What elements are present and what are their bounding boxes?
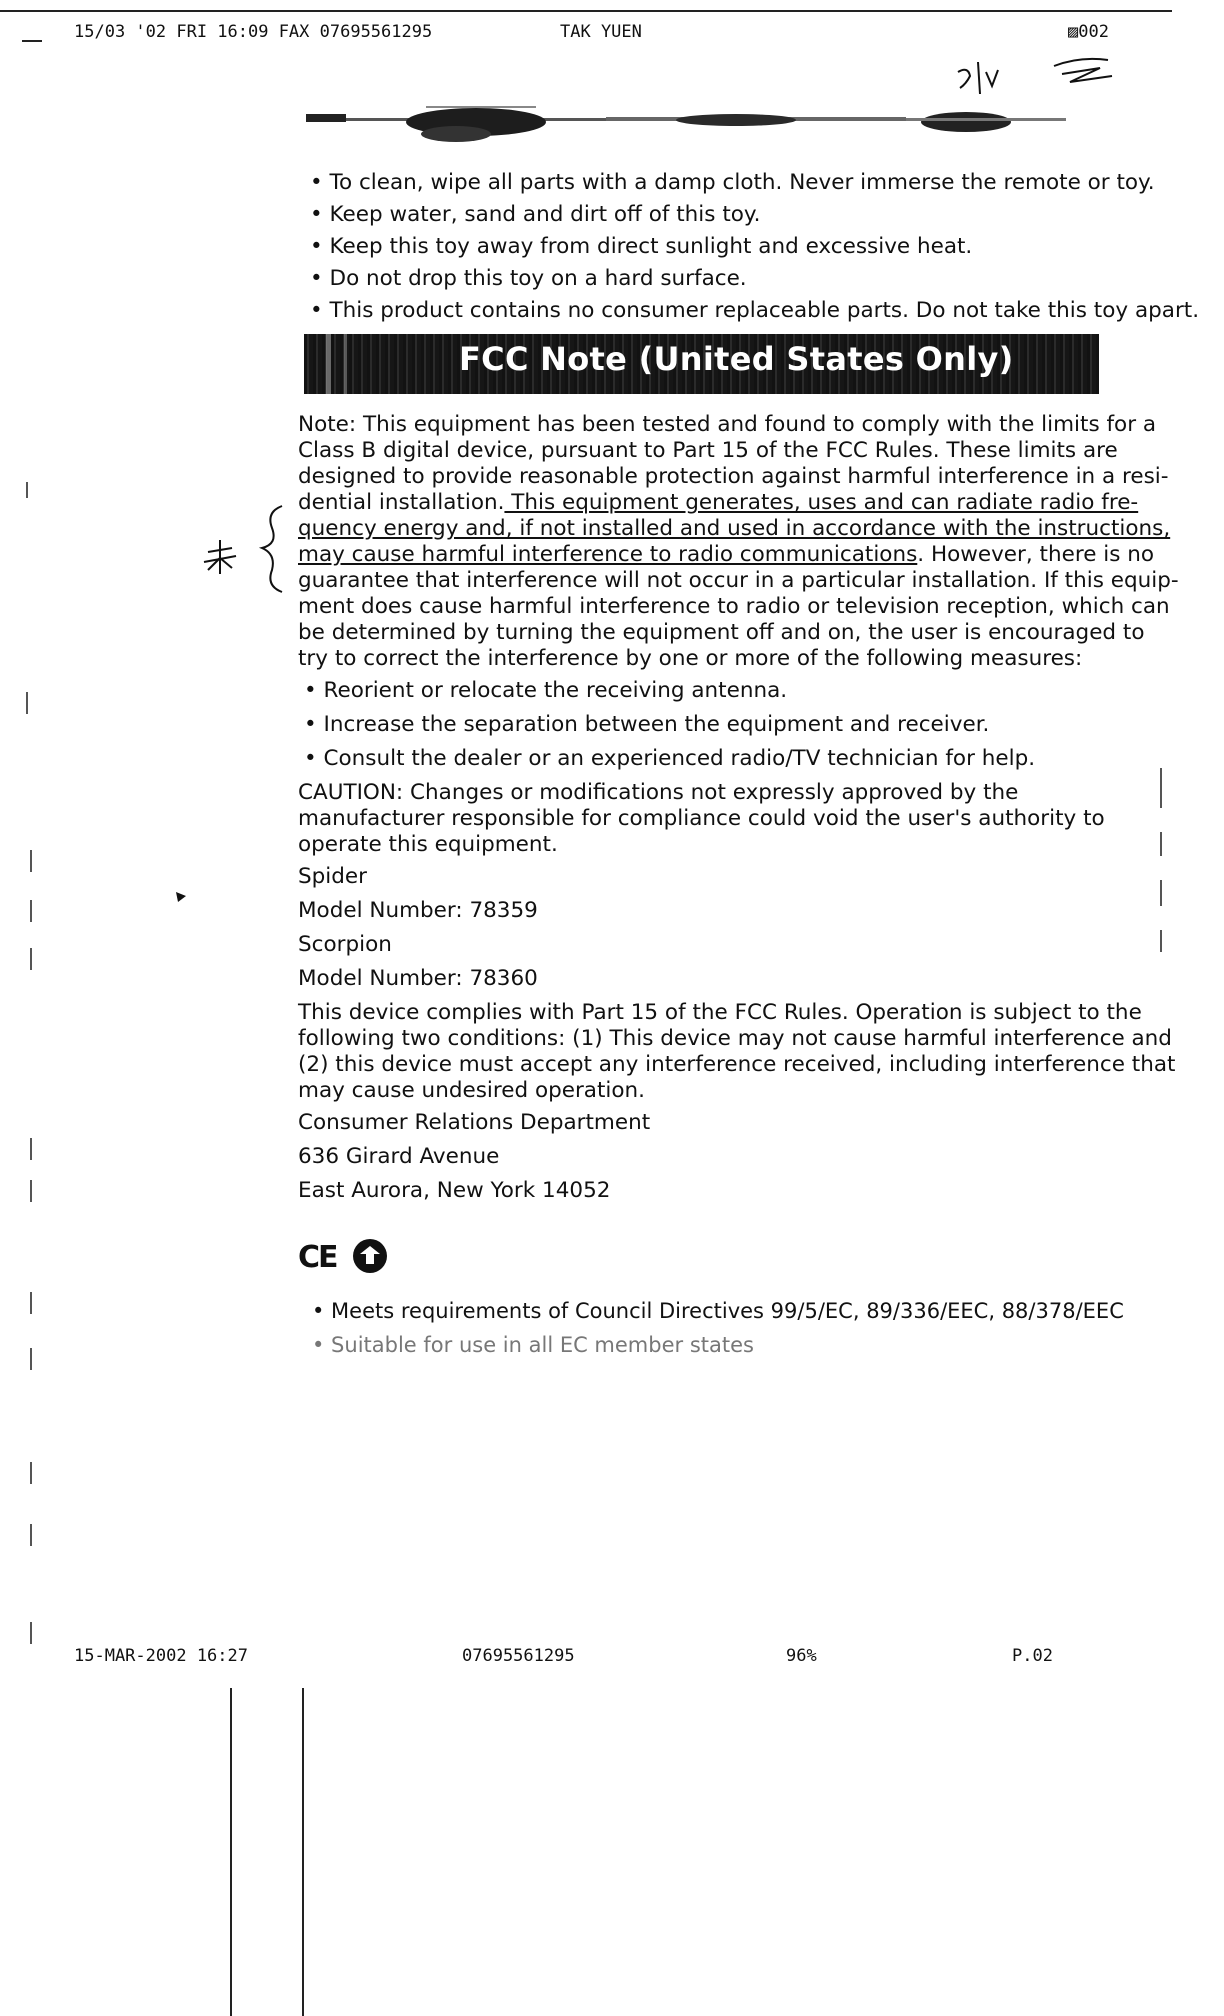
measures-list xyxy=(298,678,1104,772)
address-line: 636 Girard Avenue xyxy=(298,1144,500,1169)
text-line: designed to provide reasonable protection against harmful interference in a resi- xyxy=(298,464,1169,489)
fax-header-left: 15/03 '02 FRI 16:09 FAX 07695561295 xyxy=(74,22,433,42)
care-bullet: • Do not drop this toy on a hard surface. xyxy=(310,266,747,291)
scan-artifact xyxy=(1160,768,1162,808)
underlined-text: This equipment generates, uses and can radiate radio fre- xyxy=(504,490,1139,515)
ec-bullet: • Suitable for use in all EC member states xyxy=(312,1333,754,1357)
banner-decoration xyxy=(344,334,347,394)
scan-artifact xyxy=(30,948,32,970)
scan-artifact xyxy=(26,692,28,714)
handwritten-initials xyxy=(958,59,1112,94)
scan-artifact xyxy=(30,1180,32,1202)
measure-item: • Reorient or relocate the receiving antenna. xyxy=(304,678,788,703)
text-line: following two conditions: (1) This device may not cause harmful interference and xyxy=(298,1026,1172,1051)
measure-item: • Increase the separation between the equipment and receiver. xyxy=(304,712,990,737)
text-line: Class B digital device, pursuant to Part 15 of the FCC Rules. These limits are xyxy=(298,438,1118,463)
ec-bullet: • Meets requirements of Council Directives 99/5/EC, 89/336/EEC, 88/378/EEC xyxy=(312,1299,1124,1323)
scan-artifact xyxy=(1160,880,1162,906)
handwritten-character xyxy=(204,540,236,574)
text-line: may cause undesired operation. xyxy=(298,1078,646,1103)
text-line: ment does cause harmful interference to radio or television reception, which can xyxy=(298,594,1170,619)
underlined-text: may cause harmful interference to radio communications xyxy=(298,542,918,567)
address-block xyxy=(298,1110,1104,1204)
scan-edge-line xyxy=(302,1688,304,2016)
fcc-note-paragraph xyxy=(298,412,1179,672)
compliance-paragraph xyxy=(298,1000,1176,1104)
scan-artifact xyxy=(30,900,32,922)
measure-item: • Consult the dealer or an experienced radio/TV technician for help. xyxy=(304,746,1036,771)
care-bullet: • To clean, wipe all parts with a damp cloth. Never immerse the remote or toy. xyxy=(310,170,1155,195)
scan-artifact xyxy=(30,1138,32,1160)
model-number: Model Number: 78360 xyxy=(298,966,538,991)
text-fragment: dential installation. xyxy=(298,490,505,515)
text-line: try to correct the interference by one or more of the following measures: xyxy=(298,646,1083,671)
product-list xyxy=(298,864,1104,992)
care-bullet: • Keep this toy away from direct sunlight and excessive heat. xyxy=(310,234,973,259)
scan-speck xyxy=(176,892,186,902)
address-line: East Aurora, New York 14052 xyxy=(298,1178,611,1203)
handwritten-bracket xyxy=(262,506,282,592)
fax-header xyxy=(0,0,1224,60)
underlined-text: quency energy and, if not installed and used in accordance with the instructions, xyxy=(298,516,1171,541)
text-line xyxy=(298,490,1139,516)
scan-artifact xyxy=(30,850,32,872)
text-line xyxy=(298,542,1155,568)
model-number: Model Number: 78359 xyxy=(298,898,538,923)
header-rule xyxy=(0,10,1172,12)
banner-decoration xyxy=(326,334,331,394)
fax-footer xyxy=(0,1646,1224,1676)
fcc-note-banner xyxy=(304,334,1099,394)
scan-artifact xyxy=(1160,930,1162,952)
header-dash xyxy=(22,40,42,42)
ce-mark: CE xyxy=(298,1240,337,1275)
text-line: Note: This equipment has been tested and found to comply with the limits for a xyxy=(298,412,1157,437)
scan-noise-band xyxy=(306,104,1066,150)
fax-header-page: ▨002 xyxy=(1068,22,1109,42)
scan-artifact xyxy=(30,1622,32,1644)
text-fragment: . However, there is no xyxy=(917,542,1155,567)
care-bullet: • Keep water, sand and dirt off of this toy. xyxy=(310,202,761,227)
address-line: Consumer Relations Department xyxy=(298,1110,651,1135)
product-name: Spider xyxy=(298,864,367,889)
text-line: This device complies with Part 15 of the FCC Rules. Operation is subject to the xyxy=(298,1000,1142,1025)
care-bullet: • This product contains no consumer replaceable parts. Do not take this toy apart. xyxy=(310,298,1200,323)
compliance-circle-icon xyxy=(350,1236,390,1276)
care-instructions xyxy=(298,170,1200,324)
text-line: operate this equipment. xyxy=(298,832,558,857)
footer-page: P.02 xyxy=(1012,1646,1053,1666)
product-name: Scorpion xyxy=(298,932,392,957)
text-line: guarantee that interference will not occur in a particular installation. If this equip- xyxy=(298,568,1179,593)
fcc-note-title: FCC Note (United States Only) xyxy=(459,340,1014,378)
scan-artifact xyxy=(26,482,28,498)
footer-percent: 96% xyxy=(786,1646,817,1666)
text-line: be determined by turning the equipment off and on, the user is encouraged to xyxy=(298,620,1145,645)
scan-artifact xyxy=(1160,832,1162,856)
certification-marks xyxy=(298,1236,418,1286)
document-body xyxy=(298,170,1200,1212)
scan-edge-line xyxy=(230,1688,232,2016)
text-line: CAUTION: Changes or modifications not expressly approved by the xyxy=(298,780,1019,805)
footer-datetime: 15-MAR-2002 16:27 xyxy=(74,1646,248,1666)
fax-header-center: TAK YUEN xyxy=(560,22,642,42)
footer-fax-number: 07695561295 xyxy=(462,1646,575,1666)
scan-artifact xyxy=(30,1462,32,1484)
caution-paragraph xyxy=(298,780,1104,858)
text-line: manufacturer responsible for compliance could void the user's authority to xyxy=(298,806,1105,831)
scan-artifact xyxy=(30,1292,32,1314)
text-line: (2) this device must accept any interference received, including interference that xyxy=(298,1052,1176,1077)
scan-artifact xyxy=(30,1524,32,1546)
ec-compliance-bullets xyxy=(300,1298,1124,1366)
scan-artifact xyxy=(30,1348,32,1370)
